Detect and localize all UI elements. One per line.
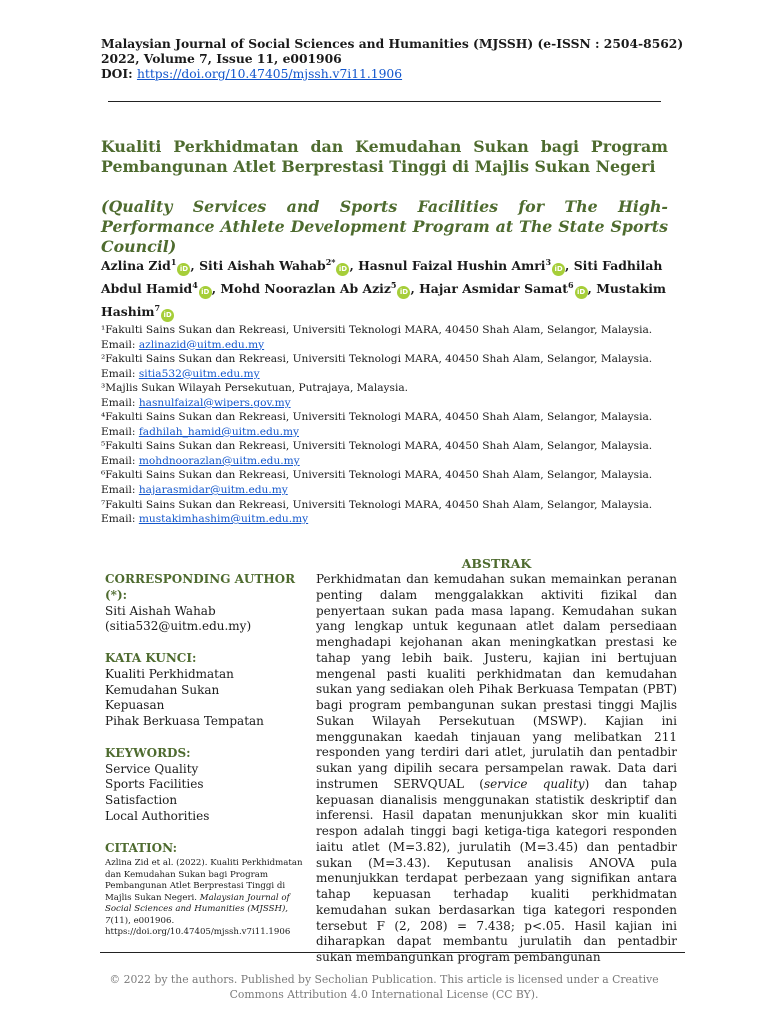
author-5 xyxy=(220,281,419,296)
doi-line xyxy=(101,66,683,82)
author-3 xyxy=(358,258,574,273)
orcid-icon[interactable]: iD xyxy=(177,263,190,276)
article-subtitle: (Quality Services and Sports Facilities for The High-Performance Athlete Development Program at The State Sports Council) xyxy=(101,197,668,256)
journal-header xyxy=(101,36,683,82)
affiliation-list xyxy=(101,323,681,527)
author-list xyxy=(101,253,671,322)
journal-issue: 2022, Volume 7, Issue 11, e001906 xyxy=(101,51,342,66)
affiliation: ⁶Fakulti Sains Sukan dan Rekreasi, Universiti Teknologi MARA, 40450 Shah Alam, Selangor, Malaysia. xyxy=(101,469,653,482)
abstract-italic-term: service quality xyxy=(484,776,585,791)
corresponding-heading: CORRESPONDING AUTHOR (*): xyxy=(105,572,296,602)
abstract-text-part2: ) dan tahap kepuasan dianalisis menggunakan statistik deskriptif dan inferensi. Hasil dapatan menunjukkan skor min kualiti respon adalah tinggi bagi ketiga-tiga kategori responden iaitu atlet (M=3.82), jurulatih (M=3.45) dan pentadbir sukan (M=3.43). Keputusan analisis ANOVA pula menunjukkan terdapat perbezaan yang signifikan antara tahap kepuasan terhadap kualiti perkhidmatan kemudahan sukan berdasarkan tiga kategori responden tersebut F (2, 208) = 7.438; p<.05. Hasil kajian ini diharapkan dapat membantu jurulatih dan pentadbir sukan membangunkan program pembangunan xyxy=(316,776,677,964)
keywords-heading: KEYWORDS: xyxy=(105,745,191,760)
keyword-item: Local Authorities xyxy=(105,808,210,823)
email-link[interactable]: mohdnoorazlan@uitm.edu.my xyxy=(138,454,300,467)
author-sup: 2* xyxy=(325,257,336,267)
author-2 xyxy=(199,258,358,273)
author-name: Siti Fadhilah Abdul Hamid xyxy=(101,258,663,297)
abstract-heading: ABSTRAK xyxy=(461,556,532,571)
affiliation: ¹Fakulti Sains Sukan dan Rekreasi, Universiti Teknologi MARA, 40450 Shah Alam, Selangor, Malaysia. xyxy=(101,324,653,336)
author-name: Hasnul Faizal Hushin Amri xyxy=(358,258,546,274)
email-link[interactable]: hajarasmidar@uitm.edu.my xyxy=(138,484,288,497)
article-title: Kualiti Perkhidmatan dan Kemudahan Sukan bagi Program Pembangunan Atlet Berprestasi Tinggi di Majlis Sukan Negeri xyxy=(101,137,668,176)
kata-kunci-item: Kemudahan Sukan xyxy=(105,682,220,697)
corresponding-email: (sitia532@uitm.edu.my) xyxy=(105,619,252,634)
corresponding-name: Siti Aishah Wahab xyxy=(105,603,216,618)
email-label: Email: xyxy=(101,513,136,526)
license-footer: © 2022 by the authors. Published by Secholian Publication. This article is licensed under a Creative Commons Attribution 4.0 International License (CC BY). xyxy=(109,973,659,1001)
author-sup: 1 xyxy=(170,257,177,267)
email-link[interactable]: hasnulfaizal@wipers.gov.my xyxy=(138,396,291,409)
author-1 xyxy=(101,258,199,273)
author-name: Mustakim Hashim xyxy=(101,281,667,320)
orcid-icon[interactable]: iD xyxy=(199,286,212,299)
email-label: Email: xyxy=(101,367,136,380)
kata-kunci-item: Kepuasan xyxy=(105,698,165,713)
author-separator: , xyxy=(410,281,420,297)
email-label: Email: xyxy=(101,425,136,438)
affiliation: ⁵Fakulti Sains Sukan dan Rekreasi, Universiti Teknologi MARA, 40450 Shah Alam, Selangor, Malaysia. xyxy=(101,440,653,453)
footer-divider xyxy=(100,952,685,953)
author-sup: 7 xyxy=(154,303,161,314)
citation-text xyxy=(105,858,305,939)
email-label: Email: xyxy=(101,338,136,351)
affiliation-email-line xyxy=(101,454,681,469)
author-sup: 5 xyxy=(390,280,397,291)
author-separator: , xyxy=(587,281,597,297)
email-link[interactable]: sitia532@uitm.edu.my xyxy=(138,367,260,380)
author-separator: , xyxy=(349,258,359,274)
affiliation: ³Majlis Sukan Wilayah Persekutuan, Putrajaya, Malaysia. xyxy=(101,382,409,395)
keyword-item: Service Quality xyxy=(105,761,199,776)
affiliation: ²Fakulti Sains Sukan dan Rekreasi, Universiti Teknologi MARA, 40450 Shah Alam, Selangor, Malaysia. xyxy=(101,353,653,366)
email-label: Email: xyxy=(101,396,136,409)
affiliation: ⁷Fakulti Sains Sukan dan Rekreasi, Universiti Teknologi MARA, 40450 Shah Alam, Selangor, Malaysia. xyxy=(101,498,653,511)
author-name: Siti Aishah Wahab xyxy=(199,258,326,274)
affiliation-email-line xyxy=(101,483,681,498)
email-label: Email: xyxy=(101,454,136,467)
sidebar xyxy=(105,572,305,939)
kata-kunci-item: Pihak Berkuasa Tempatan xyxy=(105,714,264,728)
citation-issue: (11), e001906. xyxy=(110,915,175,926)
author-sup: 3 xyxy=(545,257,552,267)
affiliation-email-line xyxy=(101,425,681,440)
keyword-item: Satisfaction xyxy=(105,793,178,807)
citation-main: Azlina Zid et al. (2022). Kualiti Perkhidmatan dan Kemudahan Sukan bagi Program Pembangunan Atlet Berprestasi Tinggi di Majlis Sukan Negeri. xyxy=(105,858,303,903)
citation-heading: CITATION: xyxy=(105,840,178,855)
affiliation-email-line xyxy=(101,396,681,411)
author-name: Azlina Zid xyxy=(101,258,171,274)
doi-label: DOI: xyxy=(101,66,133,81)
author-name: Mohd Noorazlan Ab Aziz xyxy=(220,281,391,297)
author-6 xyxy=(419,281,596,296)
citation-journal: Malaysian Journal of Social Sciences and Humanities (MJSSH), 7 xyxy=(105,892,290,926)
journal-name: Malaysian Journal of Social Sciences and Humanities (MJSSH) (e-ISSN : 2504-8562) xyxy=(101,36,684,51)
orcid-icon[interactable]: iD xyxy=(161,309,174,322)
affiliation-email-line xyxy=(101,367,681,382)
orcid-icon[interactable]: iD xyxy=(575,286,588,299)
orcid-icon[interactable]: iD xyxy=(552,263,565,276)
orcid-icon[interactable]: iD xyxy=(336,263,349,276)
abstract-text-part1: Perkhidmatan dan kemudahan sukan memainkan peranan penting dalam menggalakkan aktiviti fizikal dan penyertaan sukan pada masa lapang. Kemudahan sukan yang lengkap untuk kegunaan atlet dalam persediaan menghadapi kejohanan akan meningkatkan prestasi ke tahap yang lebih baik. Justeru, kajian ini bertujuan mengenal pasti kualiti perkhidmatan dan kemudahan sukan yang sediakan oleh Pihak Berkuasa Tempatan (PBT) bagi program pembangunan sukan prestasi tinggi Majlis Sukan Wilayah Persekutuan (MSWP). Kajian ini menggunakan kaedah tinjauan yang melibatkan 211 responden yang terdiri dari atlet, jurulatih dan pentadbir sukan yang dipilih secara persampelan rawak. Data dari instrumen SERVQUAL ( xyxy=(316,572,677,791)
author-sup: 4 xyxy=(192,280,198,291)
header-divider xyxy=(108,101,661,102)
email-link[interactable]: azlinazid@uitm.edu.my xyxy=(138,338,265,351)
email-link[interactable]: fadhilah_hamid@uitm.edu.my xyxy=(138,425,299,438)
affiliation-email-line xyxy=(101,512,681,527)
email-label: Email: xyxy=(101,484,136,497)
keyword-item: Sports Facilities xyxy=(105,777,204,792)
author-sup: 6 xyxy=(567,280,574,291)
affiliation-email-line xyxy=(101,338,681,353)
email-link[interactable]: mustakimhashim@uitm.edu.my xyxy=(138,513,309,526)
orcid-icon[interactable]: iD xyxy=(397,286,410,299)
author-separator: , xyxy=(190,258,200,274)
author-separator: , xyxy=(211,281,221,297)
doi-link[interactable]: https://doi.org/10.47405/mjssh.v7i11.1906 xyxy=(136,67,403,81)
author-separator: , xyxy=(565,258,574,274)
author-name: Hajar Asmidar Samat xyxy=(419,281,568,297)
citation-doi[interactable]: https://doi.org/10.47405/mjssh.v7i11.1906 xyxy=(105,927,291,938)
kata-kunci-heading: KATA KUNCI: xyxy=(105,651,197,665)
kata-kunci-item: Kualiti Perkhidmatan xyxy=(105,666,234,681)
affiliation: ⁴Fakulti Sains Sukan dan Rekreasi, Universiti Teknologi MARA, 40450 Shah Alam, Selangor, Malaysia. xyxy=(101,411,653,424)
abstract-body xyxy=(316,572,677,964)
